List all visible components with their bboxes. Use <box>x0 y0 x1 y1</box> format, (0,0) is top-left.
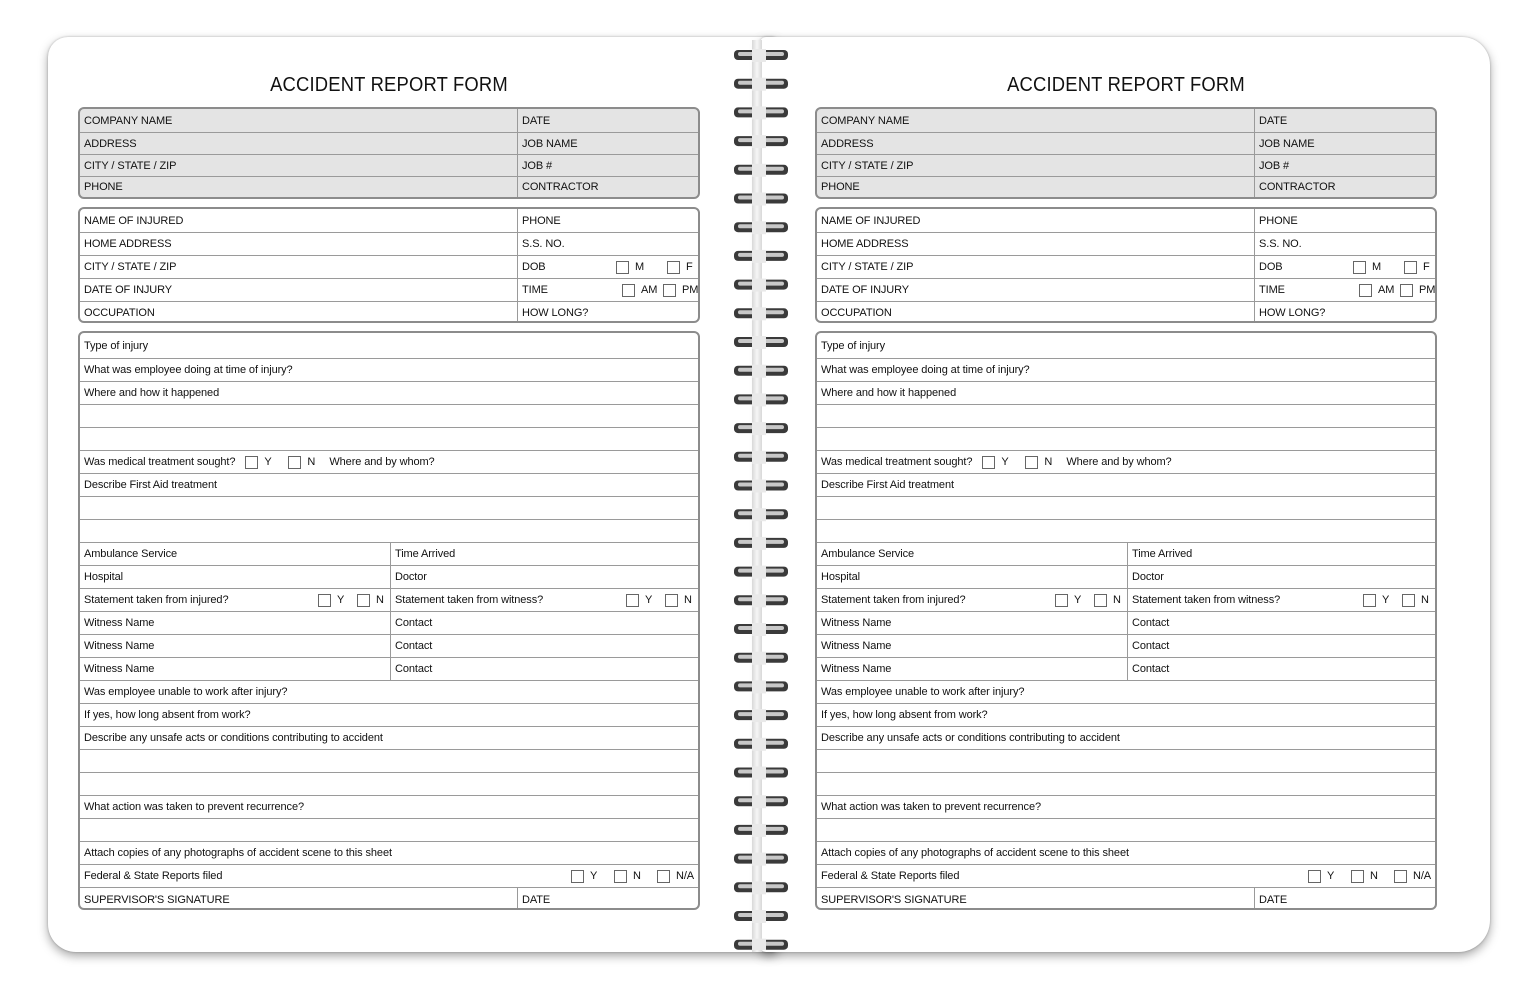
dob-label: DOB <box>522 261 546 273</box>
signature-date-field[interactable]: DATE <box>517 888 698 910</box>
reports-na-checkbox[interactable] <box>1394 870 1407 883</box>
statement-witness-field[interactable] <box>1127 589 1435 611</box>
reports-filed-field[interactable] <box>817 865 1435 887</box>
statement-injured-no-checkbox[interactable] <box>357 594 370 607</box>
statement-witness-yes-label: Y <box>645 594 653 606</box>
medical-treatment-field[interactable] <box>817 451 1435 473</box>
company-section <box>78 107 700 199</box>
supervisor-signature-field[interactable]: SUPERVISOR'S SIGNATURE <box>84 894 230 906</box>
address-field[interactable]: ADDRESS <box>821 137 874 150</box>
ssn-field[interactable]: S.S. NO. <box>517 233 698 255</box>
medical-no-checkbox[interactable] <box>1025 456 1038 469</box>
absent-duration-field[interactable]: If yes, how long absent from work? <box>821 709 988 721</box>
injured-section <box>78 207 700 323</box>
unsafe-acts-line-2[interactable] <box>80 750 698 772</box>
reports-na-label: N/A <box>1413 870 1432 882</box>
female-label: F <box>1423 261 1430 273</box>
reports-na-checkbox[interactable] <box>657 870 670 883</box>
statement-injured-no-checkbox[interactable] <box>1094 594 1107 607</box>
prevent-recurrence-line-2[interactable] <box>817 819 1435 841</box>
spiral-loop <box>734 307 788 320</box>
first-aid-line-3[interactable] <box>80 520 698 542</box>
injured-name-field[interactable]: NAME OF INJURED <box>84 214 184 227</box>
reports-filed-label: Federal & State Reports filed <box>84 870 223 882</box>
first-aid-field[interactable]: Describe First Aid treatment <box>821 479 954 491</box>
where-by-whom-label: Where and by whom? <box>1066 456 1172 468</box>
city-state-zip-field[interactable]: CITY / STATE / ZIP <box>84 159 177 172</box>
spiral-loop <box>734 767 788 780</box>
statement-witness-no-label: N <box>1421 594 1429 606</box>
company-name-field[interactable]: COMPANY NAME <box>84 114 173 127</box>
hospital-field[interactable]: Hospital <box>84 571 123 583</box>
type-of-injury-field[interactable]: Type of injury <box>84 339 149 352</box>
company-name-field[interactable]: COMPANY NAME <box>821 114 910 127</box>
statement-witness-label: Statement taken from witness? <box>1132 594 1281 606</box>
time-label: TIME <box>522 284 548 296</box>
reports-no-label: N <box>633 870 641 882</box>
job-number-field[interactable]: JOB # <box>517 155 698 176</box>
witness-contact-field[interactable]: Contact <box>390 612 698 634</box>
witness-name-field[interactable]: Witness Name <box>821 663 892 675</box>
spiral-loop <box>734 738 788 751</box>
witness-name-field[interactable]: Witness Name <box>84 617 155 629</box>
witness-contact-field[interactable]: Contact <box>390 635 698 657</box>
home-address-field[interactable]: HOME ADDRESS <box>84 238 172 250</box>
spiral-loop <box>734 193 788 206</box>
spiral-loop <box>734 594 788 607</box>
reports-yes-checkbox[interactable] <box>571 870 584 883</box>
date-of-injury-field[interactable]: DATE OF INJURY <box>821 284 910 296</box>
medical-no-label: N <box>1044 456 1053 468</box>
witness-name-field[interactable]: Witness Name <box>84 640 155 652</box>
witness-contact-field[interactable]: Contact <box>1127 612 1435 634</box>
job-name-field[interactable]: JOB NAME <box>1254 133 1435 154</box>
time-arrived-field[interactable]: Time Arrived <box>390 543 698 565</box>
spiral-loop <box>734 795 788 808</box>
dob-field[interactable] <box>1254 256 1435 278</box>
dob-field[interactable] <box>517 256 698 278</box>
where-how-field[interactable]: Where and how it happened <box>84 387 220 399</box>
spiral-loop <box>734 164 788 177</box>
statement-injured-field[interactable] <box>817 589 1127 611</box>
witness-name-field[interactable]: Witness Name <box>821 617 892 629</box>
employee-doing-field[interactable]: What was employee doing at time of injury? <box>84 364 293 376</box>
reports-yes-label: Y <box>590 870 598 882</box>
where-how-line-2[interactable] <box>817 405 1435 427</box>
where-how-line-2[interactable] <box>80 405 698 427</box>
spiral-loop <box>734 221 788 234</box>
statement-injured-yes-label: Y <box>337 594 345 606</box>
employee-doing-field[interactable]: What was employee doing at time of injury? <box>821 364 1030 376</box>
ambulance-field[interactable]: Ambulance Service <box>84 548 178 560</box>
supervisor-signature-field[interactable]: SUPERVISOR'S SIGNATURE <box>821 894 967 906</box>
spiral-loop <box>734 336 788 349</box>
spiral-loop <box>734 824 788 837</box>
statement-witness-no-label: N <box>684 594 692 606</box>
female-label: F <box>686 261 693 273</box>
medical-treatment-label: Was medical treatment sought? <box>84 456 236 468</box>
prevent-recurrence-field[interactable]: What action was taken to prevent recurrence? <box>821 801 1041 813</box>
details-section <box>78 331 700 910</box>
reports-yes-checkbox[interactable] <box>1308 870 1321 883</box>
first-aid-field[interactable]: Describe First Aid treatment <box>84 479 217 491</box>
phone-field[interactable]: PHONE <box>84 181 123 193</box>
occupation-field[interactable]: OCCUPATION <box>84 306 155 319</box>
unsafe-acts-field[interactable]: Describe any unsafe acts or conditions contributing to accident <box>821 732 1120 744</box>
hospital-field[interactable]: Hospital <box>821 571 860 583</box>
witness-name-field[interactable]: Witness Name <box>84 663 155 675</box>
spiral-loop <box>734 508 788 521</box>
prevent-recurrence-field[interactable]: What action was taken to prevent recurrence? <box>84 801 304 813</box>
spiral-loop <box>734 881 788 894</box>
unsafe-acts-line-2[interactable] <box>817 750 1435 772</box>
witness-contact-field[interactable]: Contact <box>390 658 698 680</box>
statement-injured-yes-checkbox[interactable] <box>318 594 331 607</box>
spiral-loop <box>734 939 788 950</box>
time-arrived-field[interactable]: Time Arrived <box>1127 543 1435 565</box>
attach-photos-note: Attach copies of any photographs of accident scene to this sheet <box>821 847 1129 859</box>
time-label: TIME <box>1259 284 1285 296</box>
job-name-field[interactable]: JOB NAME <box>517 133 698 154</box>
attach-photos-note: Attach copies of any photographs of accident scene to this sheet <box>84 847 392 859</box>
spiral-loop <box>734 652 788 665</box>
medical-no-checkbox[interactable] <box>288 456 301 469</box>
spiral-loop <box>734 49 788 62</box>
injured-section <box>815 207 1437 323</box>
medical-treatment-label: Was medical treatment sought? <box>821 456 973 468</box>
witness-contact-field[interactable]: Contact <box>1127 658 1435 680</box>
spiral-loop <box>734 537 788 550</box>
details-section <box>815 331 1437 910</box>
unsafe-acts-line-3[interactable] <box>817 773 1435 795</box>
injured-city-field[interactable]: CITY / STATE / ZIP <box>821 261 914 273</box>
reports-no-checkbox[interactable] <box>614 870 627 883</box>
first-aid-line-3[interactable] <box>817 520 1435 542</box>
unable-to-work-field[interactable]: Was employee unable to work after injury? <box>84 686 288 698</box>
pm-label: PM <box>1419 284 1436 296</box>
pm-checkbox[interactable] <box>663 284 676 297</box>
medical-yes-label: Y <box>264 456 272 468</box>
type-of-injury-field[interactable]: Type of injury <box>821 339 886 352</box>
male-checkbox[interactable] <box>616 261 629 274</box>
spiral-loop <box>734 106 788 119</box>
reports-yes-label: Y <box>1327 870 1335 882</box>
how-long-field[interactable]: HOW LONG? <box>517 302 698 323</box>
signature-date-field[interactable]: DATE <box>1254 888 1435 910</box>
contractor-field[interactable]: CONTRACTOR <box>517 177 698 197</box>
first-aid-line-2[interactable] <box>80 497 698 519</box>
spiral-loop <box>734 365 788 378</box>
statement-witness-yes-label: Y <box>1382 594 1390 606</box>
spiral-loop <box>734 680 788 693</box>
am-checkbox[interactable] <box>622 284 635 297</box>
spiral-loop <box>734 480 788 493</box>
date-field[interactable]: DATE <box>1254 109 1435 132</box>
statement-witness-yes-checkbox[interactable] <box>1363 594 1376 607</box>
form-title: ACCIDENT REPORT FORM <box>1007 74 1245 96</box>
spiral-loop <box>734 135 788 148</box>
ambulance-field[interactable]: Ambulance Service <box>821 548 915 560</box>
spiral-loop <box>734 451 788 464</box>
medical-no-label: N <box>307 456 316 468</box>
where-how-line-3[interactable] <box>80 428 698 450</box>
unsafe-acts-line-3[interactable] <box>80 773 698 795</box>
male-label: M <box>1372 261 1382 273</box>
injured-name-field[interactable]: NAME OF INJURED <box>821 214 921 227</box>
reports-filed-label: Federal & State Reports filed <box>821 870 960 882</box>
form-title: ACCIDENT REPORT FORM <box>270 74 508 96</box>
occupation-field[interactable]: OCCUPATION <box>821 306 892 319</box>
injured-phone-field[interactable]: PHONE <box>1254 209 1435 232</box>
statement-witness-yes-checkbox[interactable] <box>626 594 639 607</box>
unsafe-acts-field[interactable]: Describe any unsafe acts or conditions contributing to accident <box>84 732 383 744</box>
date-of-injury-field[interactable]: DATE OF INJURY <box>84 284 173 296</box>
medical-yes-checkbox[interactable] <box>245 456 258 469</box>
spiral-loop <box>734 853 788 866</box>
am-label: AM <box>1378 284 1395 296</box>
spiral-loop <box>734 623 788 636</box>
reports-na-label: N/A <box>676 870 695 882</box>
dob-label: DOB <box>1259 261 1283 273</box>
injured-phone-field[interactable]: PHONE <box>517 209 698 232</box>
statement-witness-label: Statement taken from witness? <box>395 594 544 606</box>
spiral-loop <box>734 566 788 579</box>
company-section <box>815 107 1437 199</box>
how-long-field[interactable]: HOW LONG? <box>1254 302 1435 323</box>
statement-injured-label: Statement taken from injured? <box>84 594 229 606</box>
reports-no-checkbox[interactable] <box>1351 870 1364 883</box>
where-by-whom-label: Where and by whom? <box>329 456 435 468</box>
address-field[interactable]: ADDRESS <box>84 137 137 150</box>
prevent-recurrence-line-2[interactable] <box>80 819 698 841</box>
spiral-loop <box>734 250 788 263</box>
spiral-loop <box>734 279 788 292</box>
medical-treatment-field[interactable] <box>80 451 698 473</box>
ssn-field[interactable]: S.S. NO. <box>1254 233 1435 255</box>
am-label: AM <box>641 284 658 296</box>
female-checkbox[interactable] <box>1404 261 1417 274</box>
statement-witness-field[interactable] <box>390 589 698 611</box>
statement-injured-no-label: N <box>376 594 384 606</box>
doctor-field[interactable]: Doctor <box>1127 566 1435 588</box>
date-field[interactable]: DATE <box>517 109 698 132</box>
injured-city-field[interactable]: CITY / STATE / ZIP <box>84 261 177 273</box>
time-field[interactable] <box>1254 279 1435 301</box>
spiral-loop <box>734 78 788 91</box>
spiral-loop <box>734 422 788 435</box>
where-how-line-3[interactable] <box>817 428 1435 450</box>
statement-injured-yes-label: Y <box>1074 594 1082 606</box>
male-label: M <box>635 261 645 273</box>
am-checkbox[interactable] <box>1359 284 1372 297</box>
home-address-field[interactable]: HOME ADDRESS <box>821 238 909 250</box>
first-aid-line-2[interactable] <box>817 497 1435 519</box>
spiral-binding <box>728 40 794 950</box>
statement-witness-no-checkbox[interactable] <box>665 594 678 607</box>
absent-duration-field[interactable]: If yes, how long absent from work? <box>84 709 251 721</box>
job-number-field[interactable]: JOB # <box>1254 155 1435 176</box>
phone-field[interactable]: PHONE <box>821 181 860 193</box>
statement-injured-yes-checkbox[interactable] <box>1055 594 1068 607</box>
pm-label: PM <box>682 284 699 296</box>
statement-injured-field[interactable] <box>80 589 390 611</box>
doctor-field[interactable]: Doctor <box>390 566 698 588</box>
spiral-loop <box>734 709 788 722</box>
where-how-field[interactable]: Where and how it happened <box>821 387 957 399</box>
witness-contact-field[interactable]: Contact <box>1127 635 1435 657</box>
reports-filed-field[interactable] <box>80 865 698 887</box>
spiral-loop <box>734 393 788 406</box>
female-checkbox[interactable] <box>667 261 680 274</box>
witness-name-field[interactable]: Witness Name <box>821 640 892 652</box>
contractor-field[interactable]: CONTRACTOR <box>1254 177 1435 197</box>
time-field[interactable] <box>517 279 698 301</box>
male-checkbox[interactable] <box>1353 261 1366 274</box>
spiral-loop <box>734 910 788 923</box>
pm-checkbox[interactable] <box>1400 284 1413 297</box>
medical-yes-label: Y <box>1001 456 1009 468</box>
reports-no-label: N <box>1370 870 1378 882</box>
statement-injured-label: Statement taken from injured? <box>821 594 966 606</box>
unable-to-work-field[interactable]: Was employee unable to work after injury? <box>821 686 1025 698</box>
medical-yes-checkbox[interactable] <box>982 456 995 469</box>
city-state-zip-field[interactable]: CITY / STATE / ZIP <box>821 159 914 172</box>
statement-injured-no-label: N <box>1113 594 1121 606</box>
statement-witness-no-checkbox[interactable] <box>1402 594 1415 607</box>
